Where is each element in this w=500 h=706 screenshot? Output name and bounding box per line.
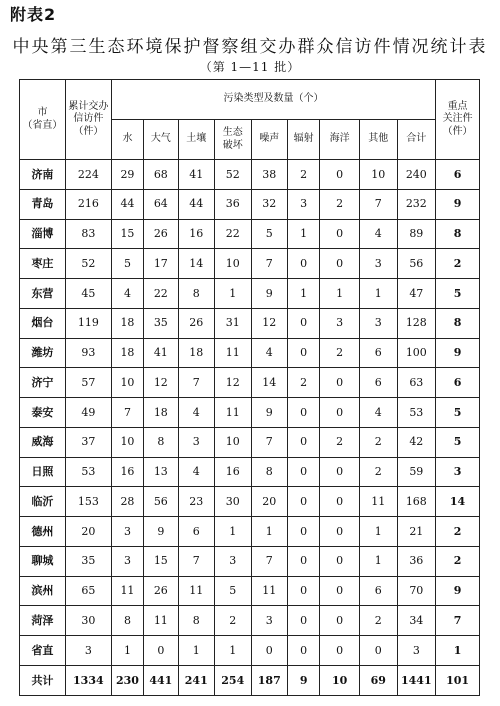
type-header-soil: 土壤 [178,120,215,160]
value-cell: 41 [144,338,178,368]
value-cell: 7 [178,546,215,576]
total-label-cell: 共计 [20,666,66,696]
table-row [20,398,480,428]
value-cell: 17 [144,249,178,279]
city-cell: 泰安 [20,398,66,428]
value-cell: 11 [251,576,288,606]
table-row [20,249,480,279]
value-cell: 3 [111,546,143,576]
value-cell: 18 [178,338,215,368]
table-row [20,606,480,636]
value-cell: 1 [288,279,320,309]
value-cell: 52 [215,160,252,190]
value-cell: 12 [215,368,252,398]
value-cell: 2 [320,427,360,457]
value-cell: 0 [288,636,320,666]
value-cell: 0 [288,546,320,576]
value-cell: 30 [65,606,111,636]
table-row [20,636,480,666]
type-header-subtotal: 合计 [397,120,436,160]
value-cell: 11 [178,576,215,606]
value-cell: 3 [288,189,320,219]
value-cell: 2 [215,606,252,636]
type-header-air: 大气 [144,120,178,160]
value-cell: 59 [397,457,436,487]
table-row [20,517,480,547]
value-cell: 11 [111,576,143,606]
value-cell: 232 [397,189,436,219]
city-cell: 威海 [20,427,66,457]
value-cell: 11 [215,398,252,428]
value-cell: 12 [251,308,288,338]
key-concern-cell: 9 [436,189,480,219]
value-cell: 1 [359,546,397,576]
value-cell: 26 [144,576,178,606]
cumulative-column-header: 累计交办 信访件 （件） [65,80,111,160]
value-cell: 21 [397,517,436,547]
value-cell: 16 [215,457,252,487]
value-cell: 187 [251,666,288,696]
value-cell: 0 [320,636,360,666]
value-cell: 2 [359,457,397,487]
value-cell: 4 [178,457,215,487]
document-title: 中央第三生态环境保护督察组交办群众信访件情况统计表 [12,37,488,57]
city-cell: 临沂 [20,487,66,517]
value-cell: 1 [178,636,215,666]
value-cell: 240 [397,160,436,190]
value-cell: 230 [111,666,143,696]
value-cell: 3 [215,546,252,576]
city-cell: 济宁 [20,368,66,398]
value-cell: 65 [65,576,111,606]
table-row [20,279,480,309]
value-cell: 10 [359,160,397,190]
city-cell: 青岛 [20,189,66,219]
value-cell: 26 [178,308,215,338]
value-cell: 34 [397,606,436,636]
value-cell: 70 [397,576,436,606]
table-row [20,427,480,457]
value-cell: 0 [320,606,360,636]
key-concern-cell: 101 [436,666,480,696]
key-concern-cell: 2 [436,517,480,547]
value-cell: 8 [178,606,215,636]
value-cell: 26 [144,219,178,249]
key-concern-cell: 8 [436,308,480,338]
value-cell: 1 [359,517,397,547]
value-cell: 32 [251,189,288,219]
value-cell: 52 [65,249,111,279]
value-cell: 7 [111,398,143,428]
value-cell: 3 [251,606,288,636]
value-cell: 7 [178,368,215,398]
value-cell: 11 [215,338,252,368]
key-concern-cell: 6 [436,160,480,190]
value-cell: 68 [144,160,178,190]
table-row [20,160,480,190]
value-cell: 0 [320,368,360,398]
key-concern-cell: 9 [436,338,480,368]
value-cell: 7 [251,427,288,457]
value-cell: 9 [251,279,288,309]
city-cell: 枣庄 [20,249,66,279]
key-concern-cell: 7 [436,606,480,636]
value-cell: 53 [397,398,436,428]
value-cell: 53 [65,457,111,487]
value-cell: 0 [320,160,360,190]
value-cell: 7 [359,189,397,219]
value-cell: 45 [65,279,111,309]
value-cell: 4 [359,219,397,249]
city-cell: 德州 [20,517,66,547]
value-cell: 2 [359,427,397,457]
table-body [20,160,480,696]
value-cell: 4 [359,398,397,428]
value-cell: 14 [178,249,215,279]
value-cell: 3 [178,427,215,457]
value-cell: 6 [359,576,397,606]
value-cell: 30 [215,487,252,517]
value-cell: 3 [111,517,143,547]
value-cell: 47 [397,279,436,309]
value-cell: 63 [397,368,436,398]
value-cell: 241 [178,666,215,696]
value-cell: 18 [144,398,178,428]
value-cell: 0 [144,636,178,666]
value-cell: 1441 [397,666,436,696]
value-cell: 128 [397,308,436,338]
value-cell: 3 [65,636,111,666]
value-cell: 0 [288,338,320,368]
value-cell: 22 [215,219,252,249]
value-cell: 7 [251,546,288,576]
value-cell: 13 [144,457,178,487]
value-cell: 3 [397,636,436,666]
value-cell: 35 [65,546,111,576]
value-cell: 254 [215,666,252,696]
value-cell: 20 [65,517,111,547]
city-cell: 日照 [20,457,66,487]
value-cell: 38 [251,160,288,190]
value-cell: 1 [320,279,360,309]
key-concern-column-header: 重点 关注件 （件） [436,80,480,160]
city-cell: 省直 [20,636,66,666]
value-cell: 1334 [65,666,111,696]
table-row [20,487,480,517]
value-cell: 0 [288,398,320,428]
value-cell: 10 [320,666,360,696]
value-cell: 10 [111,368,143,398]
value-cell: 4 [111,279,143,309]
value-cell: 11 [359,487,397,517]
type-header-water: 水 [111,120,143,160]
value-cell: 3 [359,308,397,338]
value-cell: 5 [215,576,252,606]
key-concern-cell: 5 [436,398,480,428]
value-cell: 0 [320,249,360,279]
value-cell: 8 [111,606,143,636]
value-cell: 69 [359,666,397,696]
value-cell: 0 [288,427,320,457]
city-cell: 聊城 [20,546,66,576]
value-cell: 57 [65,368,111,398]
value-cell: 0 [359,636,397,666]
table-row [20,308,480,338]
city-cell: 淄博 [20,219,66,249]
value-cell: 5 [111,249,143,279]
key-concern-cell: 1 [436,636,480,666]
value-cell: 9 [288,666,320,696]
value-cell: 1 [215,636,252,666]
value-cell: 1 [111,636,143,666]
type-header-other: 其他 [359,120,397,160]
value-cell: 6 [359,338,397,368]
value-cell: 1 [251,517,288,547]
value-cell: 20 [251,487,288,517]
value-cell: 0 [288,517,320,547]
value-cell: 35 [144,308,178,338]
value-cell: 44 [178,189,215,219]
value-cell: 42 [397,427,436,457]
value-cell: 9 [144,517,178,547]
value-cell: 64 [144,189,178,219]
value-cell: 36 [215,189,252,219]
value-cell: 441 [144,666,178,696]
table-row [20,576,480,606]
table-row [20,338,480,368]
value-cell: 224 [65,160,111,190]
value-cell: 0 [288,457,320,487]
value-cell: 12 [144,368,178,398]
value-cell: 16 [178,219,215,249]
table-row [20,368,480,398]
value-cell: 0 [320,457,360,487]
value-cell: 10 [215,249,252,279]
key-concern-cell: 6 [436,368,480,398]
value-cell: 10 [215,427,252,457]
value-cell: 119 [65,308,111,338]
key-concern-cell: 14 [436,487,480,517]
value-cell: 6 [178,517,215,547]
value-cell: 11 [144,606,178,636]
value-cell: 8 [178,279,215,309]
value-cell: 216 [65,189,111,219]
value-cell: 2 [320,189,360,219]
value-cell: 16 [111,457,143,487]
value-cell: 0 [320,219,360,249]
value-cell: 0 [320,546,360,576]
key-concern-cell: 2 [436,546,480,576]
value-cell: 1 [215,279,252,309]
appendix-label: 附表2 [10,5,57,24]
value-cell: 0 [320,398,360,428]
value-cell: 15 [144,546,178,576]
key-concern-cell: 3 [436,457,480,487]
value-cell: 18 [111,308,143,338]
value-cell: 31 [215,308,252,338]
value-cell: 93 [65,338,111,368]
value-cell: 3 [359,249,397,279]
value-cell: 1 [215,517,252,547]
city-cell: 菏泽 [20,606,66,636]
value-cell: 56 [144,487,178,517]
total-row [20,666,480,696]
pollution-types-header: 污染类型及数量（个） [111,80,435,120]
key-concern-cell: 5 [436,279,480,309]
petition-statistics-table [19,79,480,696]
value-cell: 1 [359,279,397,309]
value-cell: 23 [178,487,215,517]
value-cell: 0 [320,517,360,547]
value-cell: 168 [397,487,436,517]
key-concern-cell: 8 [436,219,480,249]
value-cell: 83 [65,219,111,249]
value-cell: 89 [397,219,436,249]
value-cell: 0 [251,636,288,666]
value-cell: 56 [397,249,436,279]
table-row [20,219,480,249]
table-row [20,189,480,219]
value-cell: 29 [111,160,143,190]
type-header-radiation: 辐射 [288,120,320,160]
key-concern-cell: 5 [436,427,480,457]
value-cell: 28 [111,487,143,517]
value-cell: 18 [111,338,143,368]
city-cell: 烟台 [20,308,66,338]
type-header-ocean: 海洋 [320,120,360,160]
value-cell: 2 [320,338,360,368]
value-cell: 1 [288,219,320,249]
value-cell: 36 [397,546,436,576]
table-row [20,457,480,487]
value-cell: 4 [251,338,288,368]
value-cell: 0 [320,487,360,517]
city-column-header: 市 （省直） [20,80,66,160]
value-cell: 15 [111,219,143,249]
value-cell: 6 [359,368,397,398]
type-header-ecology: 生态 破坏 [215,120,252,160]
value-cell: 0 [320,576,360,606]
value-cell: 153 [65,487,111,517]
batch-range-label: （第 1—11 批） [199,60,301,74]
city-cell: 潍坊 [20,338,66,368]
value-cell: 5 [251,219,288,249]
value-cell: 0 [288,576,320,606]
value-cell: 14 [251,368,288,398]
value-cell: 3 [320,308,360,338]
value-cell: 37 [65,427,111,457]
value-cell: 100 [397,338,436,368]
value-cell: 0 [288,606,320,636]
value-cell: 0 [288,487,320,517]
value-cell: 2 [359,606,397,636]
value-cell: 49 [65,398,111,428]
value-cell: 10 [111,427,143,457]
city-cell: 济南 [20,160,66,190]
type-header-noise: 噪声 [251,120,288,160]
value-cell: 9 [251,398,288,428]
key-concern-cell: 2 [436,249,480,279]
key-concern-cell: 9 [436,576,480,606]
city-cell: 东营 [20,279,66,309]
city-cell: 滨州 [20,576,66,606]
value-cell: 0 [288,308,320,338]
value-cell: 7 [251,249,288,279]
value-cell: 2 [288,368,320,398]
value-cell: 8 [251,457,288,487]
value-cell: 0 [288,249,320,279]
header-row [20,80,480,120]
value-cell: 22 [144,279,178,309]
value-cell: 4 [178,398,215,428]
value-cell: 8 [144,427,178,457]
table-row [20,546,480,576]
value-cell: 44 [111,189,143,219]
value-cell: 41 [178,160,215,190]
value-cell: 2 [288,160,320,190]
